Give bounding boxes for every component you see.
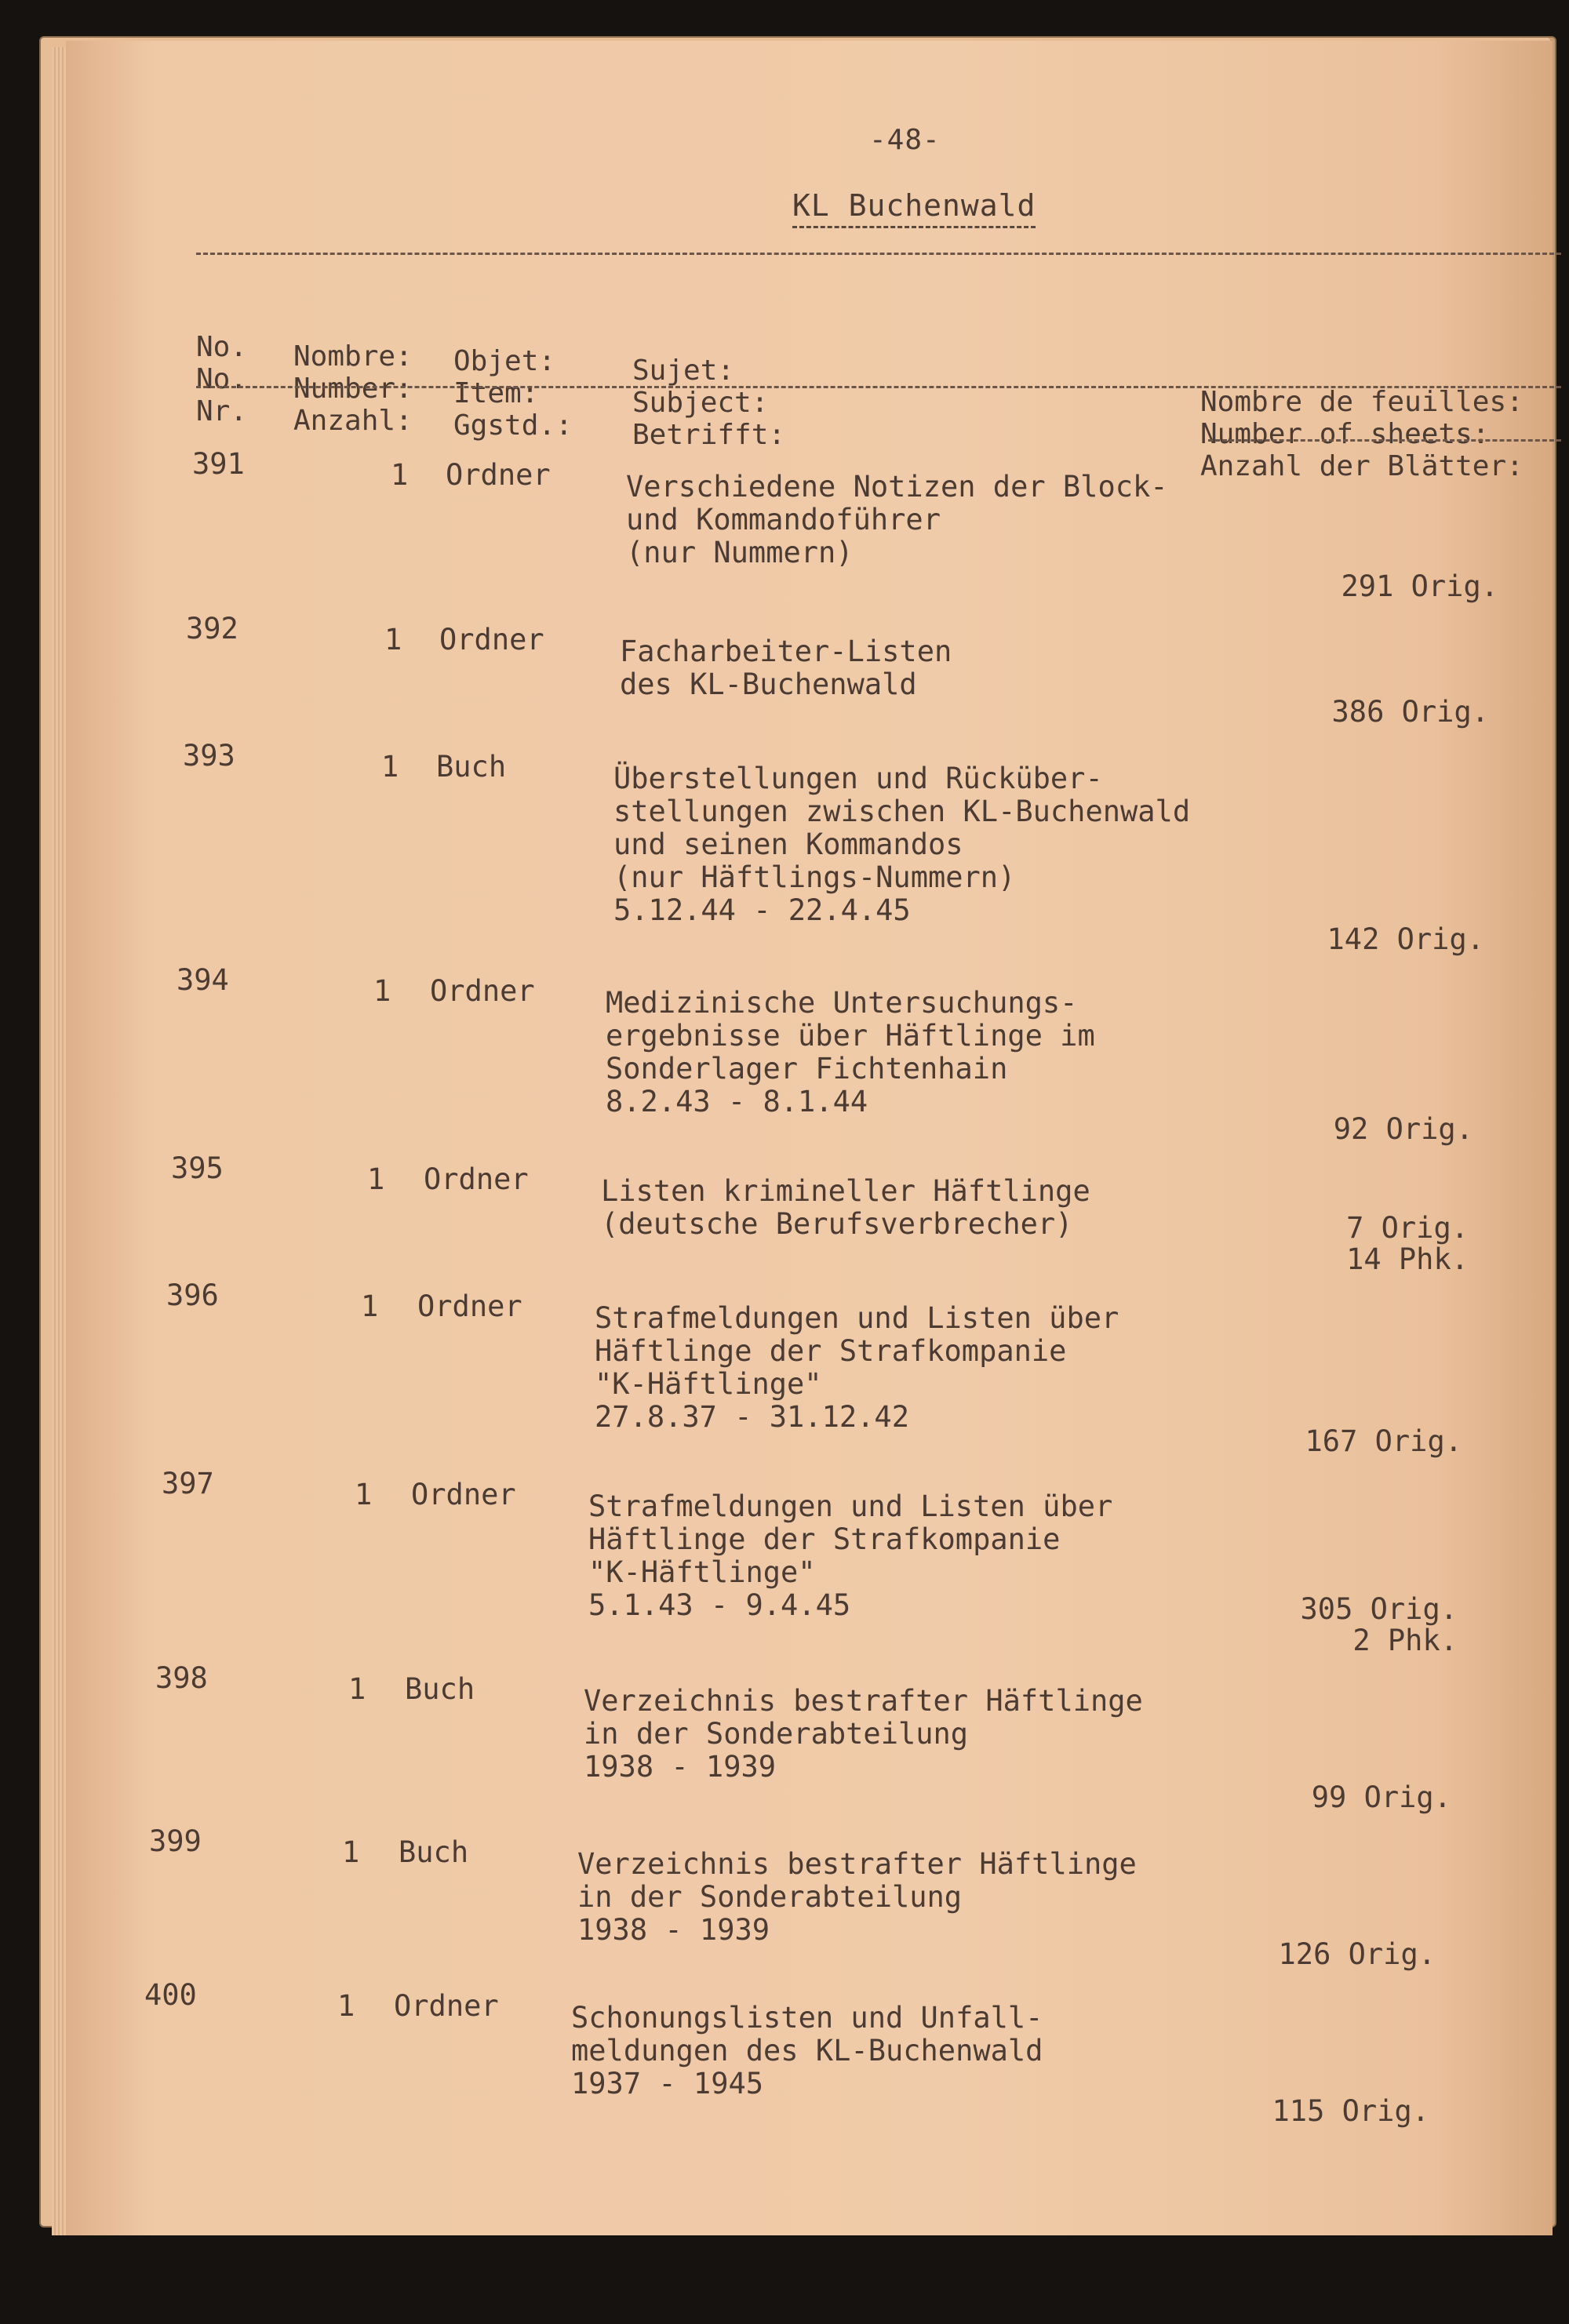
entry-subject-line: "K-Häftlinge" (588, 1555, 816, 1589)
entry-subject (613, 762, 1190, 927)
entry-sheets-line: 126 Orig. (1278, 1937, 1436, 1971)
entry-number: 396 (166, 1278, 219, 1312)
entry-count: 1 (391, 458, 409, 492)
entry-subject-line: stellungen zwischen KL-Buchenwald (613, 795, 1191, 828)
entry-subject (584, 1685, 1143, 1784)
entry-subject-line: meldungen des KL-Buchenwald (571, 2034, 1043, 2068)
header-col-no: No. No. Nr. (196, 331, 248, 427)
entry-subject-line: Verschiedene Notizen der Block- (626, 470, 1168, 504)
entry-subject (601, 1175, 1090, 1241)
entry-subject (571, 2002, 1043, 2100)
entry-subject-line: Medizinische Untersuchungs- (606, 986, 1078, 1020)
entry-object: Ordner (411, 1478, 516, 1511)
page-title: KL Buchenwald (792, 188, 1036, 228)
entry-subject-line: "K-Häftlinge" (595, 1367, 822, 1401)
entry-sheets-line: 14 Phk. (1346, 1242, 1469, 1276)
entry-subject (626, 471, 1168, 569)
entry-subject (595, 1302, 1119, 1434)
entry-object: Ordner (430, 974, 535, 1008)
entry-subject-line: in der Sonderabteilung (577, 1880, 963, 1914)
entry-subject-line: Verzeichnis bestrafter Häftlinge (584, 1684, 1143, 1718)
entry-sheets-line: 7 Orig. (1346, 1211, 1469, 1245)
entry-count: 1 (367, 1162, 385, 1196)
entry-subject-line: 1938 - 1939 (584, 1750, 777, 1784)
entry-number: 394 (177, 963, 229, 997)
entry-object: Buch (436, 750, 507, 784)
entry-sheets (1277, 1594, 1458, 1657)
entry-sheets (1249, 2096, 1429, 2127)
entry-count: 1 (342, 1835, 360, 1869)
entry-object: Ordner (394, 1989, 499, 2023)
entry-sheets-line: 142 Orig. (1327, 922, 1484, 956)
entry-subject-line: 5.12.44 - 22.4.45 (613, 893, 911, 927)
entry-subject-line: Sonderlager Fichtenhain (606, 1052, 1008, 1086)
entry-subject-line: des KL-Buchenwald (620, 667, 917, 701)
entry-sheets (1318, 571, 1498, 602)
entry-sheets-line: 99 Orig. (1311, 1780, 1451, 1814)
entry-object: Ordner (446, 458, 551, 492)
entry-sheets (1293, 1114, 1473, 1145)
entry-subject-line: Überstellungen und Rücküber- (613, 762, 1103, 795)
entry-subject (620, 635, 952, 701)
entry-subject-line: 27.8.37 - 31.12.42 (595, 1400, 909, 1434)
entry-count: 1 (384, 623, 402, 656)
entry-number: 392 (186, 612, 238, 646)
entry-subject-line: Facharbeiter-Listen (620, 635, 952, 668)
entry-object: Ordner (417, 1289, 522, 1323)
entry-subject-line: Verzeichnis bestrafter Häftlinge (577, 1847, 1137, 1881)
entry-count: 1 (337, 1989, 355, 2023)
entry-subject-line: Strafmeldungen und Listen über (595, 1301, 1119, 1335)
entry-sheets (1304, 924, 1484, 955)
entry-sheets-line: 386 Orig. (1331, 695, 1489, 729)
entry-subject-line: Häftlinge der Strafkompanie (588, 1522, 1061, 1556)
header-col-sheets: Nombre de feuilles: Number of sheets: Anzahl der Blätter: (1200, 386, 1523, 482)
header-col-object: Objet: Item: Ggstd.: (453, 345, 573, 442)
entry-subject-line: in der Sonderabteilung (584, 1717, 969, 1751)
entry-subject-line: Listen krimineller Häftlinge (601, 1174, 1090, 1208)
entry-number: 398 (155, 1661, 208, 1695)
entry-number: 391 (192, 447, 245, 481)
entry-subject-line: Strafmeldungen und Listen über (588, 1489, 1113, 1523)
entry-subject-line: und seinen Kommandos (613, 827, 963, 861)
entry-subject-line: 1938 - 1939 (577, 1913, 770, 1947)
entry-number: 395 (171, 1151, 224, 1185)
entry-sheets-line: 115 Orig. (1272, 2094, 1429, 2128)
entry-subject-line: 5.1.43 - 9.4.45 (588, 1588, 851, 1622)
header-col-subject: Sujet: Subject: Betrifft: (632, 355, 786, 451)
entry-sheets (1282, 1426, 1462, 1457)
entry-count: 1 (381, 750, 399, 784)
entry-number: 397 (162, 1467, 214, 1500)
entry-subject-line: 8.2.43 - 8.1.44 (606, 1085, 868, 1118)
entry-sheets-line: 291 Orig. (1341, 569, 1498, 603)
entry-sheets-line: 305 Orig. (1300, 1592, 1458, 1626)
entry-sheets-line: 167 Orig. (1305, 1424, 1462, 1458)
entry-count: 1 (361, 1289, 379, 1323)
entry-sheets (1309, 696, 1489, 728)
entry-subject-line: 1937 - 1945 (571, 2067, 764, 2100)
entry-sheets (1255, 1939, 1436, 1970)
header-col-count: Nombre: Number: Anzahl: (293, 340, 413, 437)
entry-object: Buch (405, 1672, 475, 1706)
entry-subject (606, 987, 1095, 1118)
entry-subject-line: (nur Nummern) (626, 536, 854, 569)
entry-subject-line: Schonungslisten und Unfall- (571, 2001, 1043, 2035)
entry-subject (577, 1848, 1137, 1947)
entry-number: 393 (183, 739, 235, 773)
entry-count: 1 (348, 1672, 366, 1706)
entry-sheets (1288, 1213, 1469, 1275)
entry-object: Ordner (424, 1162, 529, 1196)
entry-sheets (1271, 1782, 1451, 1813)
entry-count: 1 (355, 1478, 373, 1511)
entry-object: Ordner (439, 623, 544, 656)
entry-subject-line: Häftlinge der Strafkompanie (595, 1334, 1067, 1368)
entry-object: Buch (399, 1835, 469, 1869)
entry-count: 1 (373, 974, 391, 1008)
entry-subject-line: und Kommandoführer (626, 503, 941, 536)
entry-number: 399 (149, 1824, 202, 1858)
page-number: -48- (869, 124, 941, 156)
entry-subject-line: ergebnisse über Häftlinge im (606, 1019, 1095, 1053)
entry-subject-line: (deutsche Berufsverbrecher) (601, 1207, 1073, 1241)
entry-sheets-line: 2 Phk. (1352, 1624, 1458, 1657)
entry-subject (588, 1490, 1112, 1622)
entry-number: 400 (144, 1978, 197, 2012)
entry-sheets-line: 92 Orig. (1333, 1112, 1473, 1146)
entry-subject-line: (nur Häftlings-Nummern) (613, 860, 1016, 894)
